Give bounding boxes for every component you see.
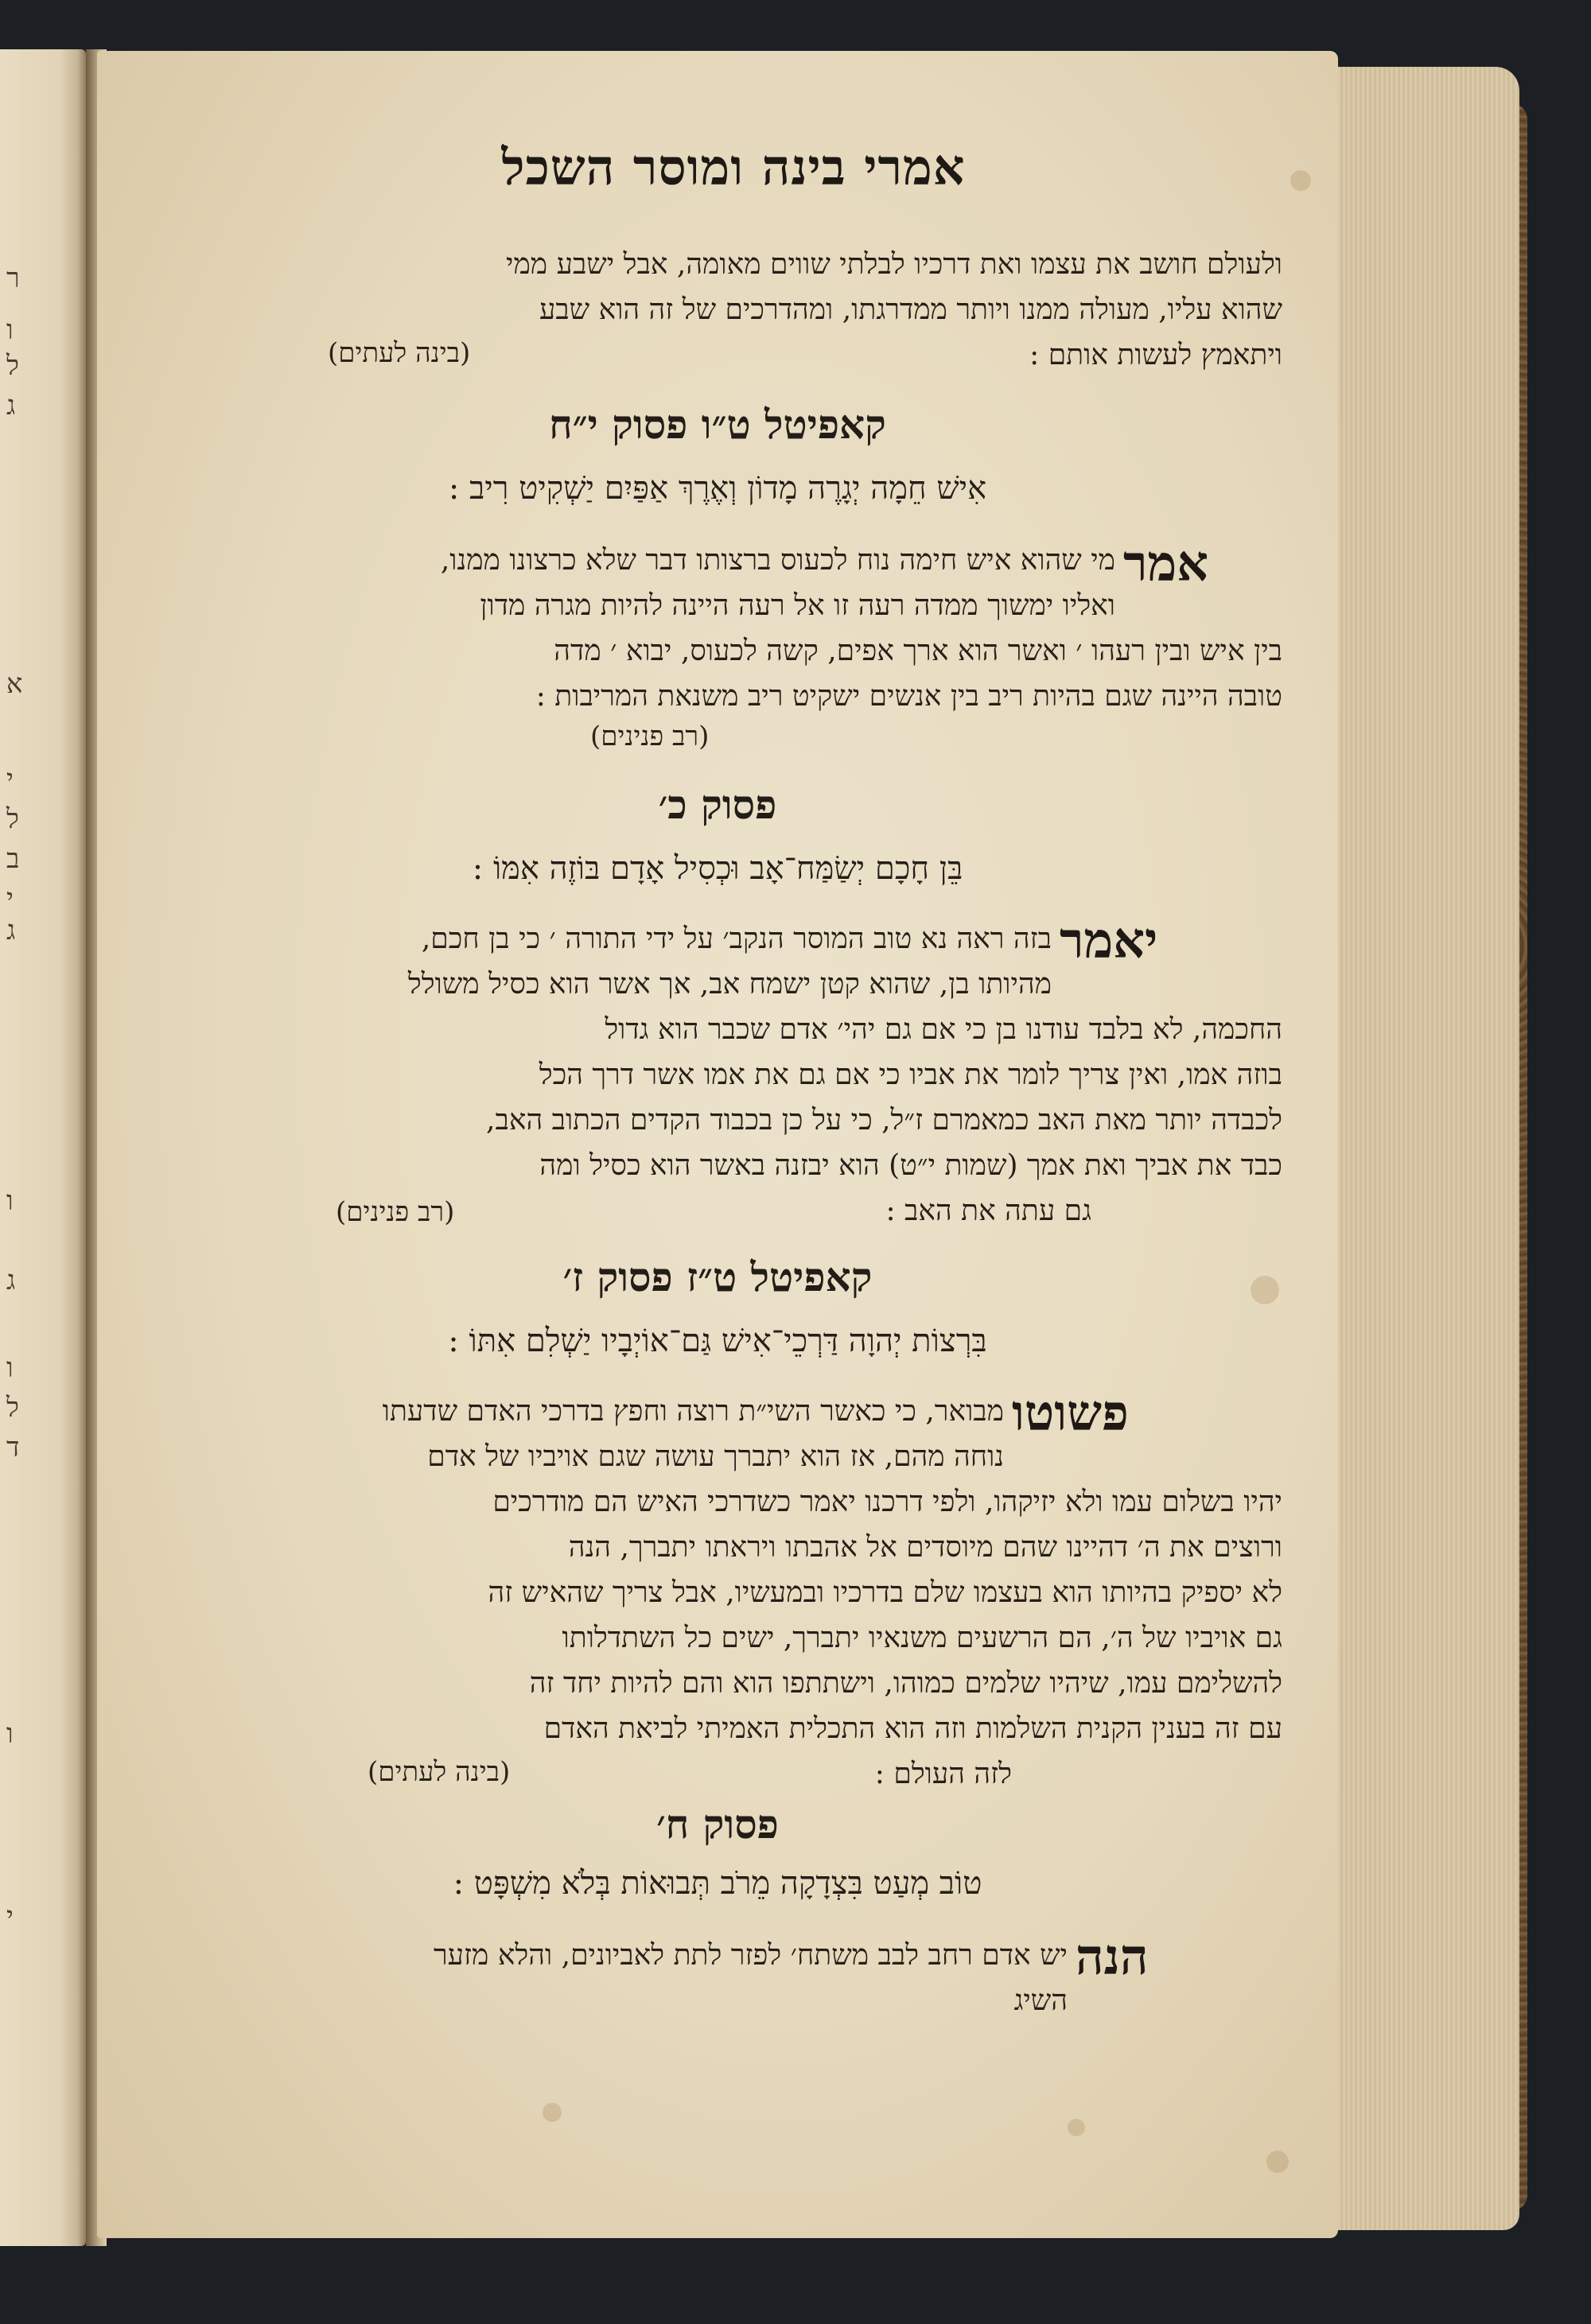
left-page-glyph: ל: [6, 803, 19, 835]
left-page-glyph: י: [6, 1901, 14, 1933]
verse-text: אִישׁ חֵמָה יְגָרֶה מָדוֹן וְאֶרֶךְ אַפַּיִם יַשְׁקִיט רִיב :: [448, 470, 987, 507]
left-page-glyph: ב: [6, 843, 20, 875]
lead-word: הנה: [1076, 1928, 1149, 1986]
chapter-heading: קאפיטל ט״ו פסוק י״ח: [549, 401, 886, 448]
text-line: בין איש ובין רעהו ׳ ואשר הוא ארך אפים, קשה לכעוס, יבוא ׳ מדה: [554, 635, 1282, 667]
lead-word: יאמר: [1060, 911, 1158, 970]
text-line: מהיותו בן, שהוא קטן ישמח אב, אך אשר הוא כסיל משולל: [407, 968, 1052, 1001]
left-page-glyph: ו: [6, 1718, 14, 1750]
left-page-glyph: ד: [6, 1432, 20, 1463]
verse-text: טוֹב מְעַט בִּצְדָקָה מֵרֹב תְּבוּאוֹת בְּלֹא מִשְׁפָּט :: [453, 1865, 982, 1902]
text-line: שהוא עליו, מעולה ממנו ויותר ממדרגתו, ומהדרכים של זה הוא שבע: [539, 293, 1282, 326]
text-line: גם עתה את האב :: [885, 1195, 1091, 1227]
source-citation: (רב פנינים): [590, 721, 710, 752]
text-line: להשלימם עמו, שיהיו שלמים כמוהו, וישתתפו הוא והם להיות יחד זה: [529, 1667, 1282, 1700]
left-page-glyph: ג: [6, 915, 16, 946]
text-line: לא יספיק בהיותו הוא בעצמו שלם בדרכיו ובמעשיו, אבל צריך שהאיש זה: [488, 1576, 1282, 1609]
chapter-heading: קאפיטל ט״ז פסוק ז׳: [562, 1253, 873, 1300]
text-line: עם זה בענין הקנית השלמות וזה הוא התכלית האמיתי לביאת האדם: [543, 1712, 1282, 1745]
commentary-paragraph: [169, 1933, 1068, 2023]
commentary-paragraph-cont: [169, 628, 1282, 719]
commentary-paragraph: [169, 1389, 1004, 1479]
text-line: בוזה אמו, ואין צריך לומר את אביו כי אם גם את אמו אשר דרך הכל: [539, 1059, 1282, 1091]
page-block-edge: [1321, 67, 1519, 2230]
verse-heading: פסוק כ׳: [658, 781, 777, 828]
left-page-glyph: ל: [6, 1392, 19, 1424]
source-citation: (בינה לעתים): [328, 337, 471, 369]
text-line: יהיו בשלום עמו ולא יזיקהו, ולפי דרכנו יאמר כשדרכי האיש הם מודרכים: [492, 1486, 1282, 1518]
left-page-glyph: ו: [6, 1185, 14, 1217]
left-page-shadow: [78, 49, 86, 2246]
text-line: יש אדם רחב לבב משתח׳ לפזר לתת לאביונים, והלא מזער: [433, 1939, 1068, 1972]
text-line: בזה ראה נא טוב המוסר הנקב׳ על ידי התורה ׳ כי בן חכם,: [421, 923, 1052, 955]
foxing-spot: [1068, 2119, 1085, 2136]
left-page-glyph: ר: [6, 262, 20, 294]
text-line: מי שהוא איש חימה נוח לכעוס ברצותו דבר שלא כרצונו ממנו,: [440, 544, 1115, 577]
book-page: [97, 51, 1338, 2238]
text-line: השיג: [1013, 1984, 1068, 2017]
lead-word: אמר: [1123, 534, 1209, 593]
left-page-glyph: ו: [6, 1352, 14, 1384]
foxing-spot: [1266, 2151, 1289, 2173]
left-page-glyph: ו: [6, 314, 14, 346]
commentary-paragraph-cont: [169, 1479, 1282, 1751]
source-citation: (רב פנינים): [336, 1196, 455, 1228]
left-page-glyph: י: [6, 883, 14, 915]
commentary-paragraph: [169, 916, 1052, 1007]
commentary-paragraph-cont: [169, 1007, 1282, 1188]
verse-heading: פסוק ח׳: [656, 1801, 779, 1848]
text-line: נוחה מהם, אז הוא יתברך עושה שגם אויביו של אדם: [427, 1440, 1004, 1473]
text-line: כבד את אביך ואת אמך (שמות י״ט) הוא יבזנה באשר הוא כסיל ומה: [539, 1149, 1282, 1182]
verse-text: בֵּן חָכָם יְשַׂמַּח־אָב וּכְסִיל אָדָם בּוֹזֶה אִמּוֹ :: [472, 850, 963, 887]
foxing-spot: [1251, 1276, 1279, 1304]
text-line: ולעולם חושב את עצמו ואת דרכיו לבלתי שווים מאומה, אבל ישבע ממי: [506, 248, 1282, 281]
commentary-paragraph: [169, 538, 1115, 628]
commentary-paragraph-end: [614, 1751, 1012, 1797]
text-line: החכמה, לא בלבד עודנו בן כי אם גם יהי׳ אדם שכבר הוא גדול: [605, 1013, 1282, 1046]
verse-text: בִּרְצוֹת יְהוָה דַּרְכֵי־אִישׁ גַּם־אוֹיְבָיו יַשְׁלִם אִתּוֹ :: [448, 1323, 987, 1359]
foxing-spot: [543, 2103, 562, 2122]
text-line: ורוצים את ה׳ דהיינו שהם מיוסדים אל אהבתו ויראתו יתברך, הנה: [568, 1531, 1282, 1564]
left-page-glyph: י: [6, 764, 14, 795]
left-page-glyph: ג: [6, 390, 16, 422]
text-line: ואליו ימשוך ממדה רעה זו אל רעה היינה להיות מגרה מדון: [480, 589, 1115, 622]
left-page-glyph: א: [6, 668, 23, 700]
lead-word: פשוטו: [1012, 1384, 1129, 1442]
left-page-glyph: ל: [6, 350, 19, 382]
commentary-paragraph-end: [614, 1188, 1091, 1234]
source-citation: (בינה לעתים): [368, 1756, 511, 1788]
text-line: מבואר, כי כאשר השי״ת רוצה וחפץ בדרכי האדם שדעתו: [382, 1395, 1004, 1428]
text-line: גם אויביו של ה׳, הם הרשעים משנאיו יתברך, ישים כל השתדלותו: [562, 1622, 1282, 1654]
running-head: אמרי בינה ומוסר השכל: [501, 138, 966, 196]
text-line: לזה העולם :: [874, 1758, 1012, 1790]
text-line: לכבדה יותר מאת האב כמאמרם ז״ל, כי על כן בכבוד הקדים הכתוב האב,: [486, 1104, 1282, 1137]
text-line: טובה היינה שגם בהיות ריב בין אנשים ישקיט ריב משנאת המריבות :: [535, 680, 1282, 713]
text-line: ויתאמץ לעשות אותם :: [1029, 339, 1282, 371]
left-page-glyph: ג: [6, 1265, 16, 1296]
foxing-spot: [1290, 170, 1311, 191]
